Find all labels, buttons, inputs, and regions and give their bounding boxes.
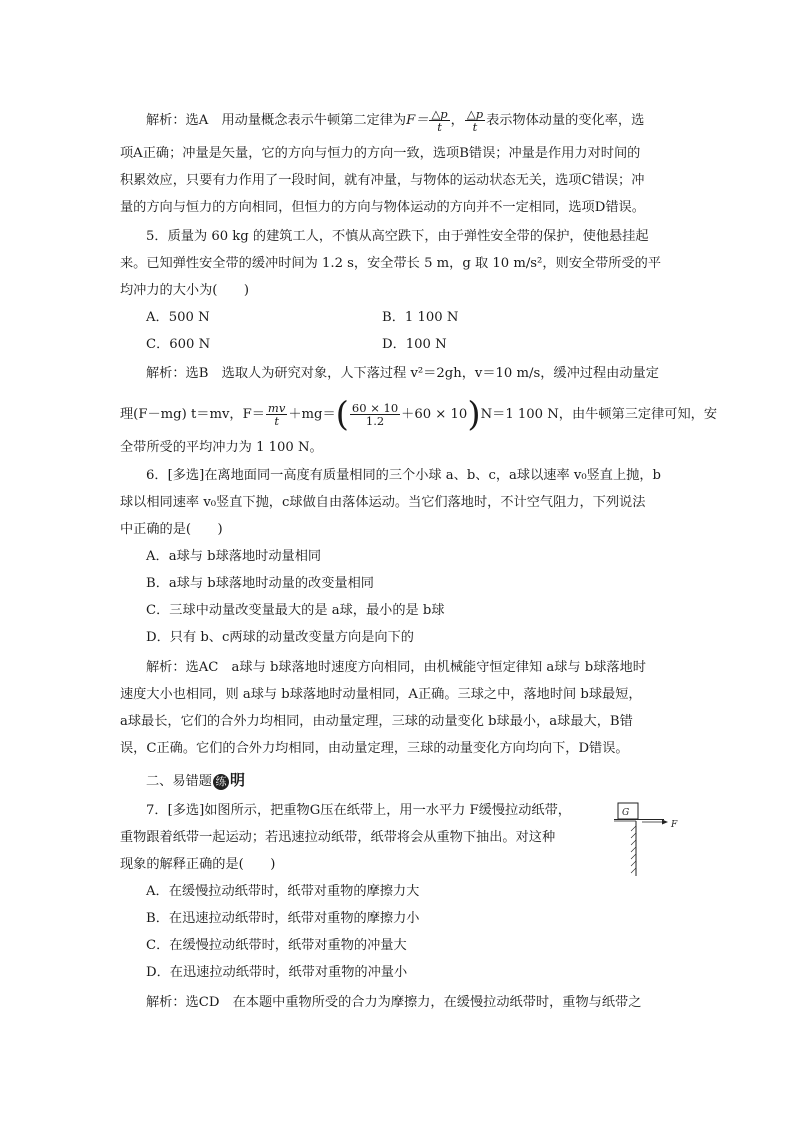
q6-option-a: A．a球与 b球落地时动量相同 [146,549,322,564]
q7-option-b: B．在迅速拉动纸带时，纸带对重物的摩擦力小 [146,911,420,926]
q4-analysis-line-4: 量的方向与恒力的方向相同，但恒力的方向与物体运动的方向并不一定相同，选项D错误。 [120,200,645,215]
text: ＋mg＝ [288,407,336,422]
section-title-tail: 明 [229,771,245,789]
text: N＝1 100 N，由牛顿第三定律可知，安 [480,407,718,422]
weight-label: G [622,808,630,818]
text: 表示物体动量的变化率，选 [486,113,645,128]
section-title-text: 二、易错题 [146,774,212,789]
q5-option-d: D．100 N [382,337,447,352]
q5-option-c: C．600 N [146,337,211,352]
q5-analysis-line-1: 解析：选B 选取人为研究对象，人下落过程 v²＝2gh，v＝10 m/s，缓冲过程由动量定 [146,366,659,381]
q7-option-a: A．在缓慢拉动纸带时，纸带对重物的摩擦力大 [146,884,420,899]
q7-option-c: C．在缓慢拉动纸带时，纸带对重物的冲量大 [146,938,407,953]
q5-option-b: B．1 100 N [382,310,459,325]
force-label: F [671,820,678,830]
q5-analysis-line-3: 全带所受的平均冲力为 1 100 N。 [120,440,323,455]
fraction-dp-dt [429,108,449,133]
force-arrow-head-icon [662,820,668,825]
q6-stem-line-1: 6．[多选]在离地面同一高度有质量相同的三个小球 a、b、c，a球以速率 v₀竖直上抛，b [146,468,661,483]
left-paren: ( [335,394,349,435]
numerator: mv [267,401,286,415]
denominator: t [437,120,442,134]
formula-f: F＝ [406,113,429,128]
q7-analysis-line-1: 解析：选CD 在本题中重物所受的合力为摩擦力，在缓慢拉动纸带时，重物与纸带之 [146,995,642,1010]
fraction-60x10-1.2 [350,402,400,427]
text: ， [450,113,464,128]
q6-stem-line-2: 球以相同速率 v₀竖直下抛，c球做自由落体运动。当它们落地时，不计空气阻力，下列说法 [120,495,646,510]
practice-badge-icon: 练 [213,774,229,790]
q7-option-d: D．在迅速拉动纸带时，纸带对重物的冲量小 [146,965,408,980]
q4-analysis-line-3: 积累效应，只要有力作用了一段时间，就有冲量，与物体的运动状态无关，选项C错误；冲 [120,173,645,188]
q7-stem-line-1: 7．[多选]如图所示，把重物G压在纸带上，用一水平力 F缓慢拉动纸带， [146,803,571,818]
q6-option-d: D．只有 b、c两球的动量改变量方向是向下的 [146,630,414,645]
q5-stem-line-2: 来。已知弹性安全带的缓冲时间为 1.2 s，安全带长 5 m，g 取 10 m/s²，则安全带所受的平 [120,256,662,271]
section-title [146,771,245,791]
q7-figure-diagram [612,800,692,880]
denominator: t [274,414,279,428]
q7-stem-line-2: 重物跟着纸带一起运动；若迅速拉动纸带，纸带将会从重物下抽出。对这种 [120,830,556,845]
q5-stem-line-1: 5．质量为 60 kg 的建筑工人，不慎从高空跌下，由于弹性安全带的保护，使他悬挂起 [146,229,649,244]
q6-analysis-line-2: 速度大小也相同，则 a球与 b球落地时动量相同，A正确。三球之中，落地时间 b球最短， [120,687,642,702]
q4-analysis-line-1 [146,108,644,133]
numerator: △p [431,107,448,121]
right-paren: ) [467,394,481,435]
table-hatching [631,826,636,873]
q5-stem-line-3: 均冲力的大小为( ) [120,283,249,298]
q6-option-b: B．a球与 b球落地时动量的改变量相同 [146,576,374,591]
fraction-dp-dt-2 [465,108,485,133]
q6-stem-line-3: 中正确的是( ) [120,522,223,537]
q4-analysis-line-2: 项A正确；冲量是矢量，它的方向与恒力的方向一致，选项B错误；冲量是作用力对时间的 [120,146,641,161]
denominator: t [472,120,478,134]
q6-option-c: C．三球中动量改变量最大的是 a球，最小的是 b球 [146,603,445,618]
text: ＋60 × 10 [401,407,468,422]
text: 解析：选A 用动量概念表示牛顿第二定律为 [146,113,407,128]
fraction-mv-t [266,402,287,427]
text: 理(F－mg) t＝mv，F＝ [120,407,265,422]
q6-analysis-line-3: a球最长，它们的合外力均相同，由动量定理，三球的动量变化 b球最小，a球最大，B错 [120,714,633,729]
q5-analysis-line-2 [120,394,718,435]
denominator: 1.2 [365,414,385,428]
numerator: △p [466,107,484,121]
q6-analysis-line-1: 解析：选AC a球与 b球落地时速度方向相同，由机械能守恒定律知 a球与 b球落地时 [146,660,646,675]
q7-stem-line-3: 现象的解释正确的是( ) [120,857,276,872]
q6-analysis-line-4: 误，C正确。它们的合外力均相同，由动量定理，三球的动量变化方向均向下，D错误。 [120,741,629,756]
q5-option-a: A．500 N [146,310,210,325]
numerator: 60 × 10 [351,401,399,415]
